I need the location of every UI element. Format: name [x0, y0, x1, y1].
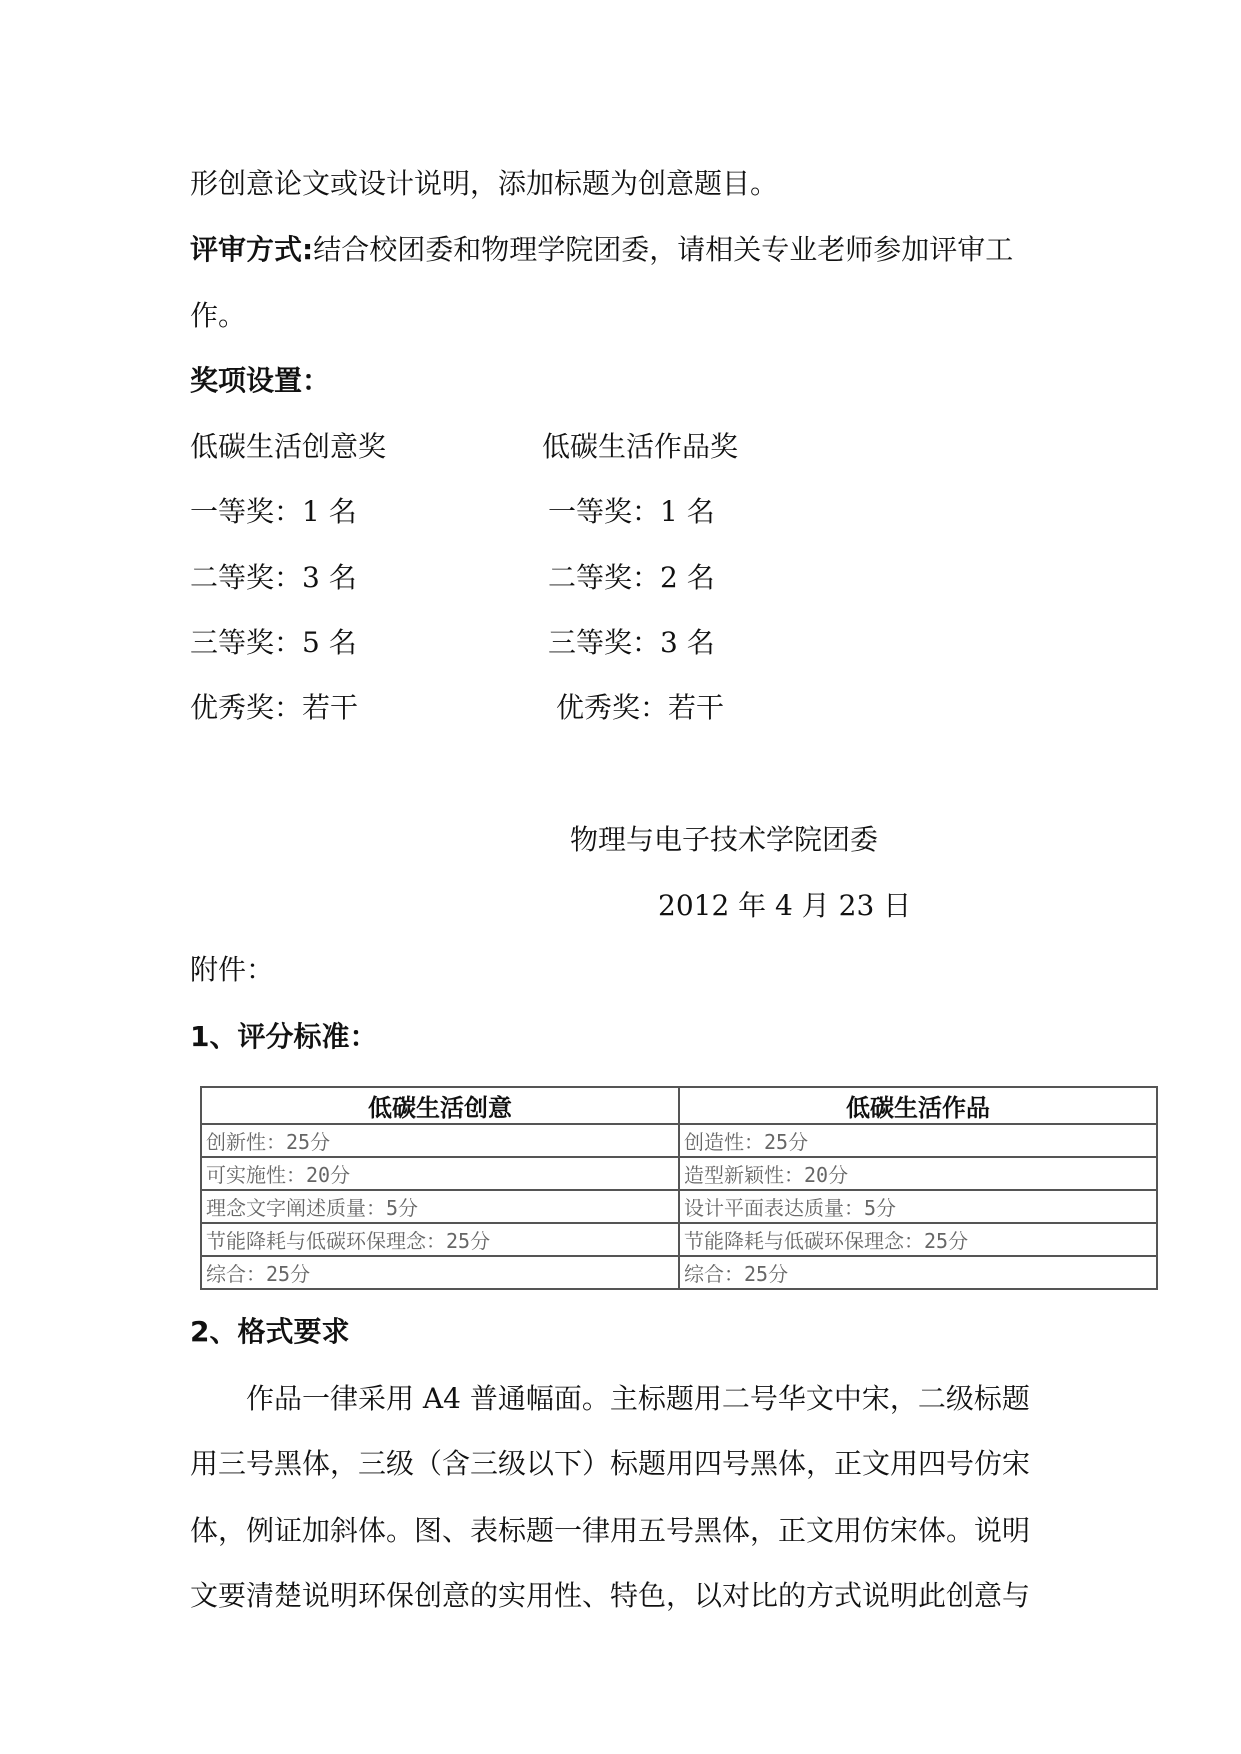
- table-cell: 综合：25分: [201, 1256, 679, 1289]
- award-row: [190, 492, 715, 532]
- review-text: 结合校团委和物理学院团委，请相关专业老师参加评审工: [313, 233, 1014, 266]
- signature-org: 物理与电子技术学院团委: [570, 823, 879, 856]
- table-cell: 造型新颖性：20分: [679, 1157, 1157, 1190]
- table-cell: 可实施性：20分: [201, 1157, 679, 1190]
- paragraph-line: 用三号黑体，三级（含三级以下）标题用四号黑体，正文用四号仿宋: [190, 1447, 1031, 1480]
- table-cell: 创新性：25分: [201, 1124, 679, 1157]
- award-title-left: 低碳生活创意奖: [190, 430, 387, 463]
- paragraph: 形创意论文或设计说明，添加标题为创意题目。: [190, 167, 779, 200]
- table-header: 低碳生活创意: [201, 1087, 679, 1124]
- table-row: [201, 1124, 1157, 1157]
- table-header: 低碳生活作品: [679, 1087, 1157, 1124]
- award-row: [190, 688, 725, 728]
- award-row: [190, 623, 715, 663]
- format-heading: 2、格式要求: [190, 1315, 350, 1348]
- table-cell: 综合：25分: [679, 1256, 1157, 1289]
- table-cell: 创造性：25分: [679, 1124, 1157, 1157]
- award-right: 优秀奖：若干: [556, 691, 725, 724]
- table-header-row: [201, 1087, 1157, 1124]
- award-row: [190, 558, 715, 598]
- attachment-label: 附件：: [190, 953, 275, 986]
- table-cell: 设计平面表达质量：5分: [679, 1190, 1157, 1223]
- awards-titles: [190, 427, 739, 467]
- table-row: [201, 1190, 1157, 1223]
- table-row: [201, 1256, 1157, 1289]
- table-row: [201, 1157, 1157, 1190]
- award-right: 三等奖：3 名: [548, 626, 715, 659]
- table-cell: 节能降耗与低碳环保理念：25分: [679, 1223, 1157, 1256]
- review-paragraph: [190, 230, 1013, 270]
- signature-date: 2012 年 4 月 23 日: [658, 889, 912, 922]
- award-left: 优秀奖：若干: [190, 691, 359, 724]
- scoring-table: [200, 1086, 1158, 1290]
- paragraph: 作。: [190, 299, 247, 332]
- award-right: 二等奖：2 名: [548, 561, 715, 594]
- paragraph-line: 文要清楚说明环保创意的实用性、特色，以对比的方式说明此创意与: [190, 1579, 1031, 1612]
- award-left: 三等奖：5 名: [190, 626, 357, 659]
- award-right: 一等奖：1 名: [548, 495, 715, 528]
- award-left: 一等奖：1 名: [190, 495, 357, 528]
- award-title-right: 低碳生活作品奖: [542, 430, 739, 463]
- award-left: 二等奖：3 名: [190, 561, 357, 594]
- review-label: 评审方式:: [190, 233, 314, 266]
- awards-heading: 奖项设置：: [190, 364, 331, 397]
- paragraph-line: 体，例证加斜体。图、表标题一律用五号黑体，正文用仿宋体。说明: [190, 1514, 1031, 1547]
- table-cell: 理念文字阐述质量：5分: [201, 1190, 679, 1223]
- table-row: [201, 1223, 1157, 1256]
- scoring-heading: 1、评分标准：: [190, 1020, 378, 1053]
- table-cell: 节能降耗与低碳环保理念：25分: [201, 1223, 679, 1256]
- paragraph-line: 作品一律采用 A4 普通幅面。主标题用二号华文中宋，二级标题: [190, 1382, 1030, 1415]
